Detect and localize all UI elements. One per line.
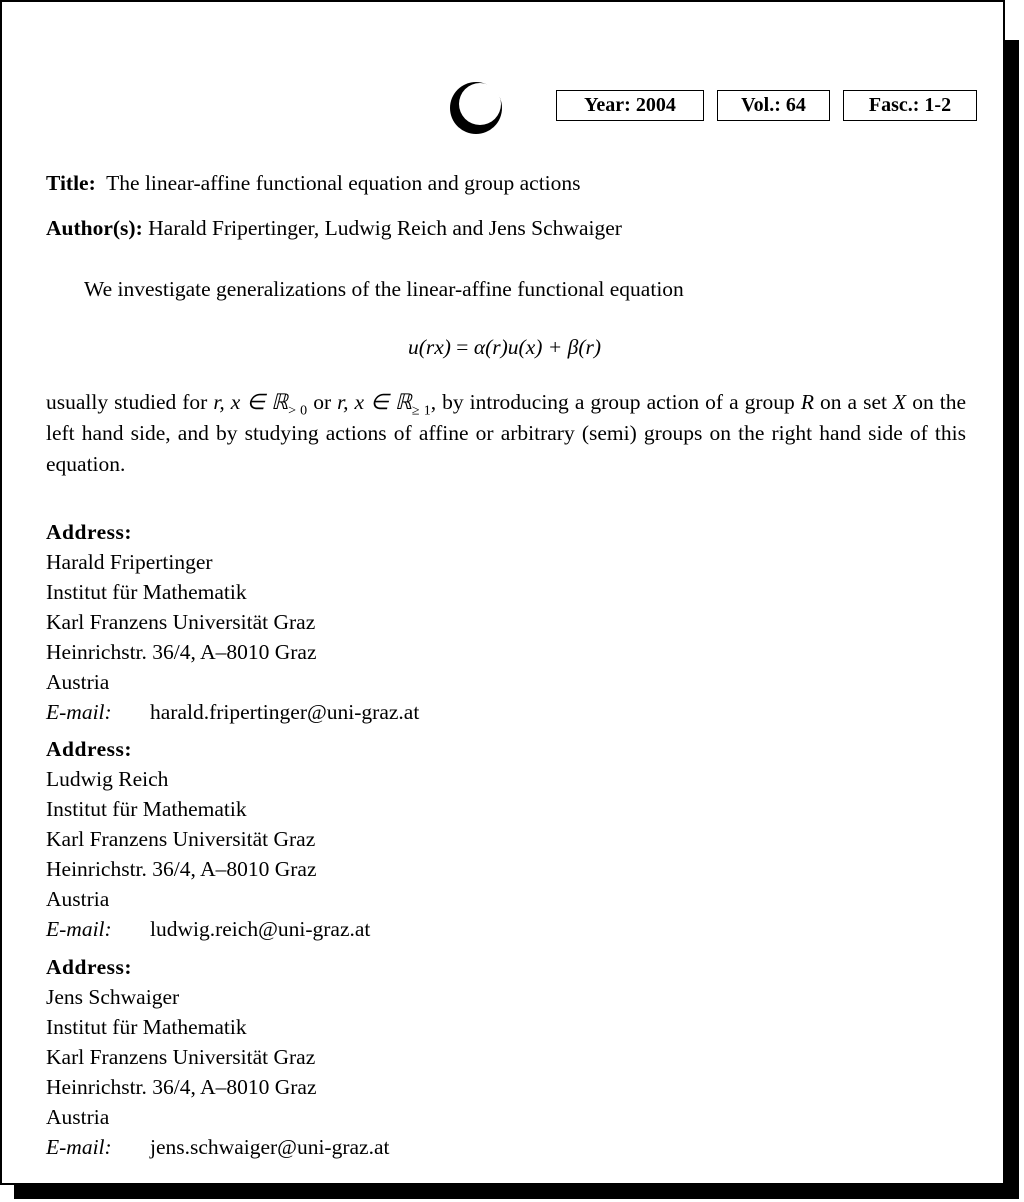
address-email-line xyxy=(46,914,370,944)
math-sub-2: ≥ 1 xyxy=(411,403,431,419)
email-label: E-mail: xyxy=(46,917,112,941)
volume-box: Vol.: 64 xyxy=(717,90,830,121)
fascicle-box: Fasc.: 1-2 xyxy=(843,90,977,121)
math-R: R xyxy=(800,390,814,414)
address-name: Ludwig Reich xyxy=(46,767,169,791)
crescent-moon-logo-icon xyxy=(448,80,504,136)
address-country: Austria xyxy=(46,670,110,694)
address-email-line xyxy=(46,1132,389,1162)
address-block xyxy=(46,734,370,944)
address-country: Austria xyxy=(46,887,110,911)
abstract-text-4: on the left hand side, and by studying actions of affine or arbitrary (semi) groups on the right hand side of this equation. xyxy=(46,390,966,476)
address-street: Heinrichstr. 36/4, A–8010 Graz xyxy=(46,857,317,881)
math-vars-2: r, x ∈ ℝ xyxy=(337,390,412,414)
address-name: Harald Fripertinger xyxy=(46,550,213,574)
address-block xyxy=(46,517,419,727)
address-name: Jens Schwaiger xyxy=(46,985,180,1009)
abstract-intro: We investigate generalizations of the linear-affine functional equation xyxy=(84,277,684,301)
address-institute: Institut für Mathematik xyxy=(46,580,247,604)
authors-text: Harald Fripertinger, Ludwig Reich and Jens Schwaiger xyxy=(148,216,622,240)
equation-rhs: α(r)u(x) + β(r) xyxy=(473,335,602,359)
address-heading: Address: xyxy=(46,520,133,544)
abstract-text-1: usually studied for xyxy=(46,390,208,414)
email-address[interactable]: harald.fripertinger@uni-graz.at xyxy=(150,700,420,724)
year-box: Year: 2004 xyxy=(556,90,704,121)
address-heading: Address: xyxy=(46,737,133,761)
page-shadow-right xyxy=(1005,40,1019,1199)
address-street: Heinrichstr. 36/4, A–8010 Graz xyxy=(46,640,317,664)
paper-title: The linear-affine functional equation and group actions xyxy=(106,171,581,195)
address-country: Austria xyxy=(46,1105,110,1129)
display-equation xyxy=(2,332,1007,362)
math-sub-1: > 0 xyxy=(288,403,308,419)
authors-label: Author(s): xyxy=(46,216,143,240)
address-heading: Address: xyxy=(46,955,133,979)
abstract-paragraph xyxy=(46,387,966,480)
math-X: X xyxy=(893,390,907,414)
address-university: Karl Franzens Universität Graz xyxy=(46,610,316,634)
equation-lhs: u(rx) xyxy=(407,335,451,359)
equation-operator: = xyxy=(456,335,469,359)
email-address[interactable]: jens.schwaiger@uni-graz.at xyxy=(150,1135,390,1159)
address-block xyxy=(46,952,389,1162)
email-label: E-mail: xyxy=(46,1135,112,1159)
abstract-text-3: on a set xyxy=(820,390,887,414)
address-institute: Institut für Mathematik xyxy=(46,797,247,821)
address-university: Karl Franzens Universität Graz xyxy=(46,1045,316,1069)
address-institute: Institut für Mathematik xyxy=(46,1015,247,1039)
abstract-or: or xyxy=(313,390,332,414)
address-street: Heinrichstr. 36/4, A–8010 Graz xyxy=(46,1075,317,1099)
email-label: E-mail: xyxy=(46,700,112,724)
math-vars-1: r, x ∈ ℝ xyxy=(213,390,289,414)
title-label: Title: xyxy=(46,171,96,195)
abstract-text-2: , by introducing a group action of a group xyxy=(430,390,795,414)
page-shadow-bottom xyxy=(14,1185,1019,1199)
title-line xyxy=(46,168,581,198)
email-address[interactable]: ludwig.reich@uni-graz.at xyxy=(150,917,371,941)
authors-line xyxy=(46,213,622,243)
address-university: Karl Franzens Universität Graz xyxy=(46,827,316,851)
address-email-line xyxy=(46,697,419,727)
